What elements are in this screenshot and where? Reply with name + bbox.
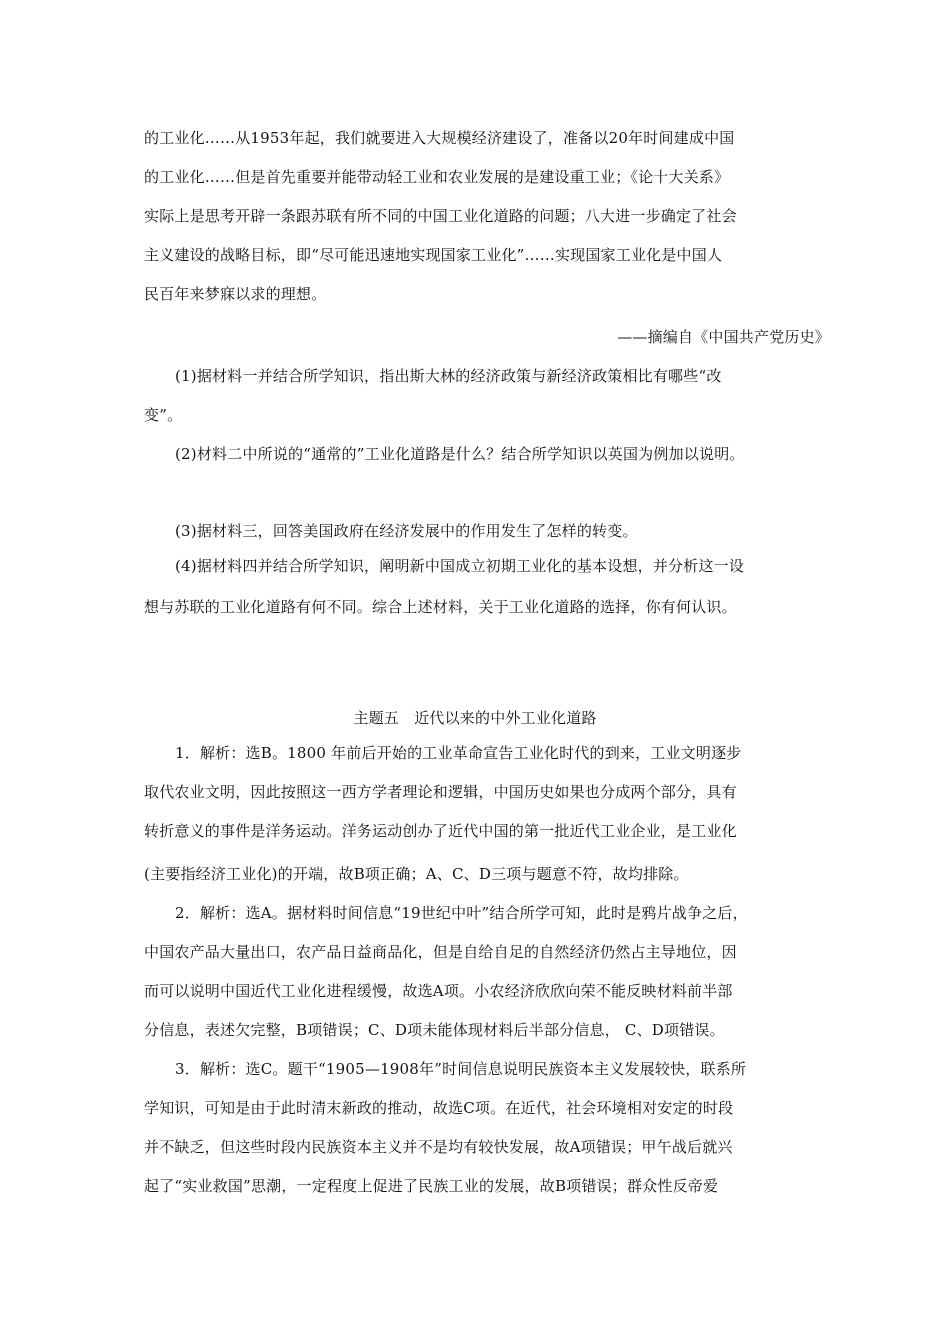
answer-3-line: 并不缺乏，但这些时段内民族资本主义并不是均有较快发展，故A项错误；甲午战后就兴 [144,1138,733,1156]
question-1-cont: 变”。 [144,406,183,424]
question-1: (1)据材料一并结合所学知识，指出斯大林的经济政策与新经济政策相比有哪些“改 [175,367,722,385]
material-four-line: 的工业化……从1953年起，我们就要进入大规模经济建设了，准备以20年时间建成中国 [144,129,735,147]
answer-1-line: 转折意义的事件是洋务运动。洋务运动创办了近代中国的第一批近代工业企业，是工业化 [144,822,737,840]
answer-2-line: 分信息，表述欠完整，B项错误；C、D项未能体现材料后半部分信息， C、D项错误。 [144,1021,725,1039]
question-4: (4)据材料四并结合所学知识，阐明新中国成立初期工业化的基本设想，并分析这一设 [175,557,745,575]
answer-1-line: 取代农业文明，因此按照这一西方学者理论和逻辑，中国历史如果也分成两个部分，具有 [144,783,737,801]
answer-2-line: 2．解析：选A。据材料时间信息“19世纪中叶”结合所学可知，此时是鸦片战争之后， [175,904,748,922]
question-2: (2)材料二中所说的“通常的”工业化道路是什么？结合所学知识以英国为例加以说明。 [175,445,745,463]
answer-2-line: 而可以说明中国近代工业化进程缓慢，故选A项。小农经济欣欣向荣不能反映材料前半部 [144,982,733,1000]
material-four-line: 的工业化……但是首先重要并能带动轻工业和农业发展的是建设重工业；《论十大关系》 [144,168,730,186]
answer-2-line: 中国农产品大量出口，农产品日益商品化，但是自给自足的自然经济仍然占主导地位，因 [144,943,737,961]
answer-1-line: 1．解析：选B。1800 年前后开始的工业革命宣告工业化时代的到来，工业文明逐步 [175,744,742,762]
material-four-line: 主义建设的战略目标，即“尽可能迅速地实现国家工业化”……实现国家工业化是中国人 [144,246,723,264]
question-3: (3)据材料三，回答美国政府在经济发展中的作用发生了怎样的转变。 [175,522,638,540]
question-4-cont: 想与苏联的工业化道路有何不同。综合上述材料，关于工业化道路的选择，你有何认识。 [144,598,737,616]
material-four-line: 民百年来梦寐以求的理想。 [144,285,327,303]
answer-section-title: 主题五 近代以来的中外工业化道路 [353,709,597,727]
answer-3-line: 起了“实业救国”思潮，一定程度上促进了民族工业的发展，故B项错误；群众性反帝爱 [144,1177,719,1195]
answer-1-line: (主要指经济工业化)的开端，故B项正确；A、C、D三项与题意不符，故均排除。 [144,865,689,883]
answer-3-line: 3．解析：选C。题干“1905—1908年”时间信息说明民族资本主义发展较快，联系所 [175,1060,747,1078]
answer-3-line: 学知识，可知是由于此时清末新政的推动，故选C项。在近代，社会环境相对安定的时段 [144,1099,734,1117]
source-citation: ——摘编自《中国共产党历史》 [617,328,830,346]
material-four-line: 实际上是思考开辟一条跟苏联有所不同的中国工业化道路的问题；八大进一步确定了社会 [144,207,737,225]
